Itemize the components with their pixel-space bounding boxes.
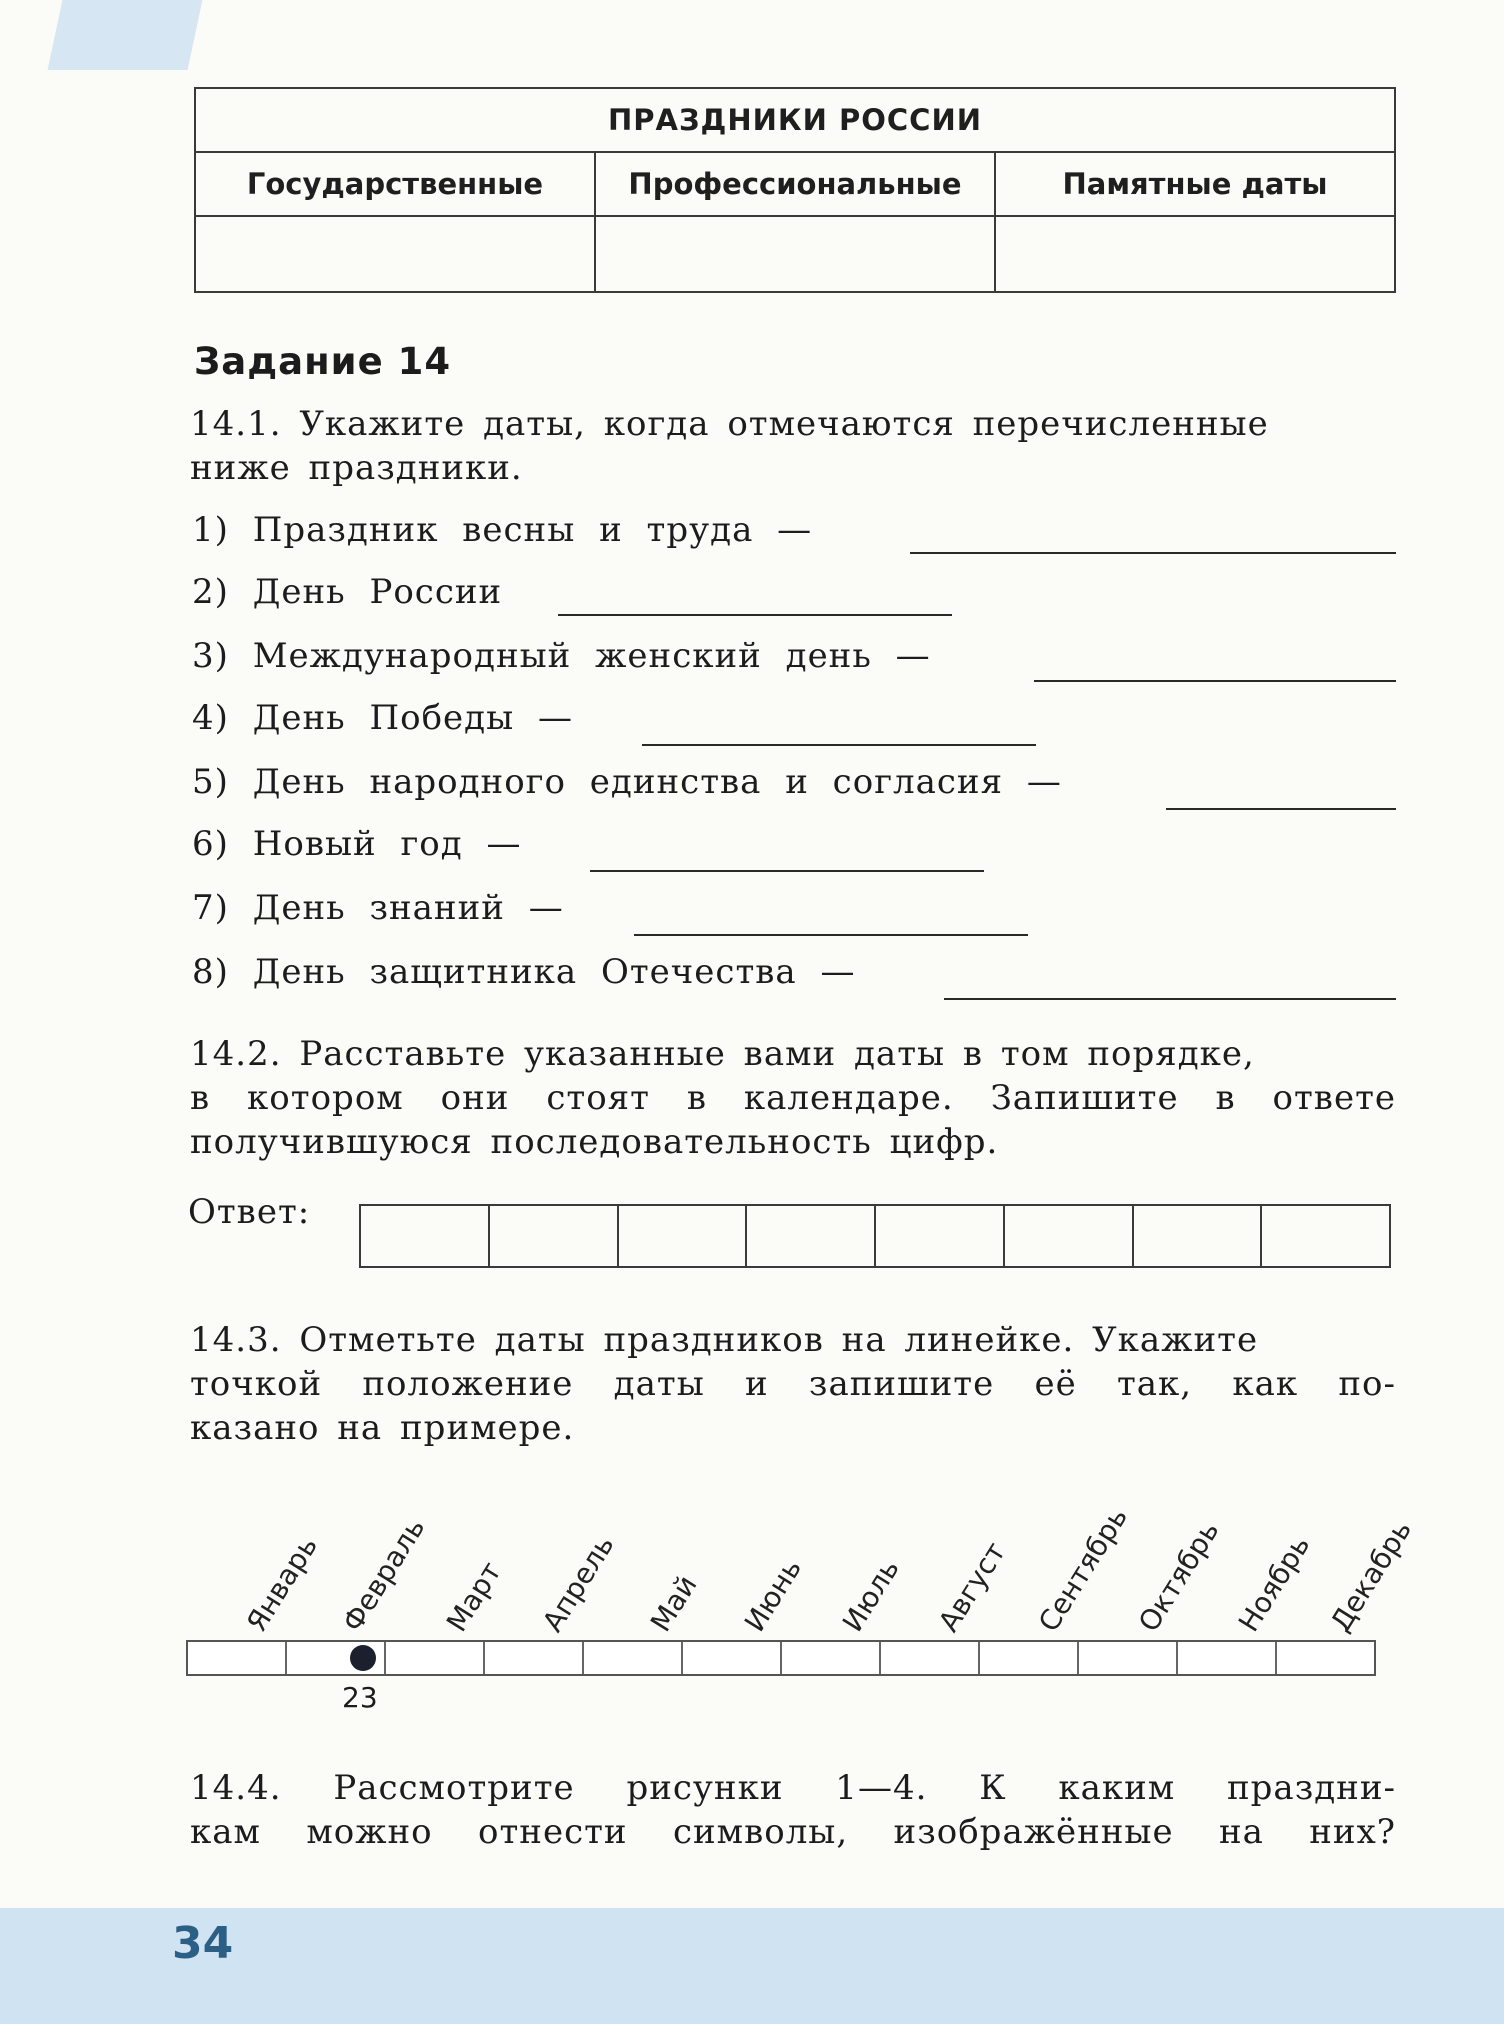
month-label-december: Декабрь <box>1324 1514 1419 1638</box>
answer-box[interactable] <box>876 1206 1005 1266</box>
month-label-july: Июль <box>836 1553 906 1638</box>
ruler-segment[interactable] <box>584 1642 683 1674</box>
task-title: Задание 14 <box>194 340 452 383</box>
table-cell-professional[interactable] <box>595 216 995 292</box>
month-label-march: Март <box>440 1556 508 1638</box>
column-state: Государственные <box>195 152 595 216</box>
q3-line: казано на примере. <box>190 1408 575 1448</box>
month-label-june: Июнь <box>738 1552 809 1638</box>
example-dot <box>350 1645 376 1671</box>
answer-box[interactable] <box>747 1206 876 1266</box>
answer-box[interactable] <box>1005 1206 1134 1266</box>
answer-label: Ответ: <box>188 1192 311 1232</box>
list-item: 8) День защитника Отечества — <box>192 952 856 992</box>
ruler-segment[interactable] <box>881 1642 980 1674</box>
answer-line-2[interactable] <box>558 614 952 616</box>
list-item: 5) День народного единства и согласия — <box>192 762 1062 802</box>
month-label-february: Февраль <box>336 1512 432 1638</box>
month-label-august: Август <box>932 1536 1013 1638</box>
ruler-segment[interactable] <box>1079 1642 1178 1674</box>
answer-line-5[interactable] <box>1166 808 1396 810</box>
q1-line: 14.1. Укажите даты, когда отмечаются перечисленные <box>190 404 1269 444</box>
q4-line: 14.4. Рассмотрите рисунки 1—4. К каким праздни- <box>190 1768 1396 1808</box>
column-memorial: Памятные даты <box>995 152 1395 216</box>
ruler-segment[interactable] <box>485 1642 584 1674</box>
ruler-segment[interactable] <box>1178 1642 1277 1674</box>
ruler-segment[interactable] <box>1277 1642 1374 1674</box>
table-empty-row <box>195 216 1395 292</box>
answer-boxes <box>359 1204 1391 1268</box>
answer-box[interactable] <box>1262 1206 1389 1266</box>
answer-line-6[interactable] <box>590 870 984 872</box>
answer-box[interactable] <box>361 1206 490 1266</box>
answer-box[interactable] <box>619 1206 748 1266</box>
q1-line: ниже праздники. <box>190 448 523 488</box>
list-item: 3) Международный женский день — <box>192 636 931 676</box>
table-title-row <box>195 88 1395 152</box>
q3-text <box>190 1318 1396 1450</box>
table-cell-memorial[interactable] <box>995 216 1395 292</box>
q3-line: 14.3. Отметьте даты праздников на линейке. Укажите <box>190 1320 1259 1360</box>
answer-line-3[interactable] <box>1034 680 1396 682</box>
ruler-segment[interactable] <box>386 1642 485 1674</box>
month-label-april: Апрель <box>536 1529 621 1638</box>
example-date-label: 23 <box>342 1681 378 1714</box>
ruler-segment[interactable] <box>188 1642 287 1674</box>
list-item: 6) Новый год — <box>192 824 522 864</box>
list-item: 2) День России <box>192 572 503 612</box>
table-cell-state[interactable] <box>195 216 595 292</box>
month-label-october: Октябрь <box>1132 1515 1226 1638</box>
month-label-may: Май <box>644 1569 704 1638</box>
table-header-row <box>195 152 1395 216</box>
q2-line: получившуюся последовательность цифр. <box>190 1122 999 1162</box>
ruler-segment[interactable] <box>980 1642 1079 1674</box>
answer-box[interactable] <box>490 1206 619 1266</box>
corner-decoration <box>48 0 203 70</box>
q2-line: 14.2. Расставьте указанные вами даты в том порядке, <box>190 1034 1255 1074</box>
answer-line-7[interactable] <box>634 934 1028 936</box>
month-label-january: Январь <box>240 1530 324 1638</box>
list-item: 1) Праздник весны и труда — <box>192 510 813 550</box>
answer-box[interactable] <box>1134 1206 1263 1266</box>
holidays-table <box>194 87 1396 293</box>
q4-line: кам можно отнести символы, изображённые на них? <box>190 1812 1396 1852</box>
q2-text <box>190 1032 1396 1164</box>
ruler-segment[interactable] <box>683 1642 782 1674</box>
list-item: 4) День Победы — <box>192 698 573 738</box>
answer-line-4[interactable] <box>642 744 1036 746</box>
table-title: ПРАЗДНИКИ РОССИИ <box>195 88 1395 152</box>
month-label-september: Сентябрь <box>1032 1501 1135 1638</box>
q4-text <box>190 1766 1396 1854</box>
answer-line-1[interactable] <box>910 552 1396 554</box>
q3-line: точкой положение даты и запишите её так, как по- <box>190 1364 1396 1404</box>
column-professional: Профессиональные <box>595 152 995 216</box>
month-label-november: Ноябрь <box>1232 1529 1317 1638</box>
page-number: 34 <box>172 1918 234 1969</box>
q2-line: в котором они стоят в календаре. Запишите в ответе <box>190 1078 1396 1118</box>
answer-line-8[interactable] <box>944 998 1396 1000</box>
ruler-segment[interactable] <box>782 1642 881 1674</box>
list-item: 7) День знаний — <box>192 888 564 928</box>
q1-text <box>190 402 1396 490</box>
